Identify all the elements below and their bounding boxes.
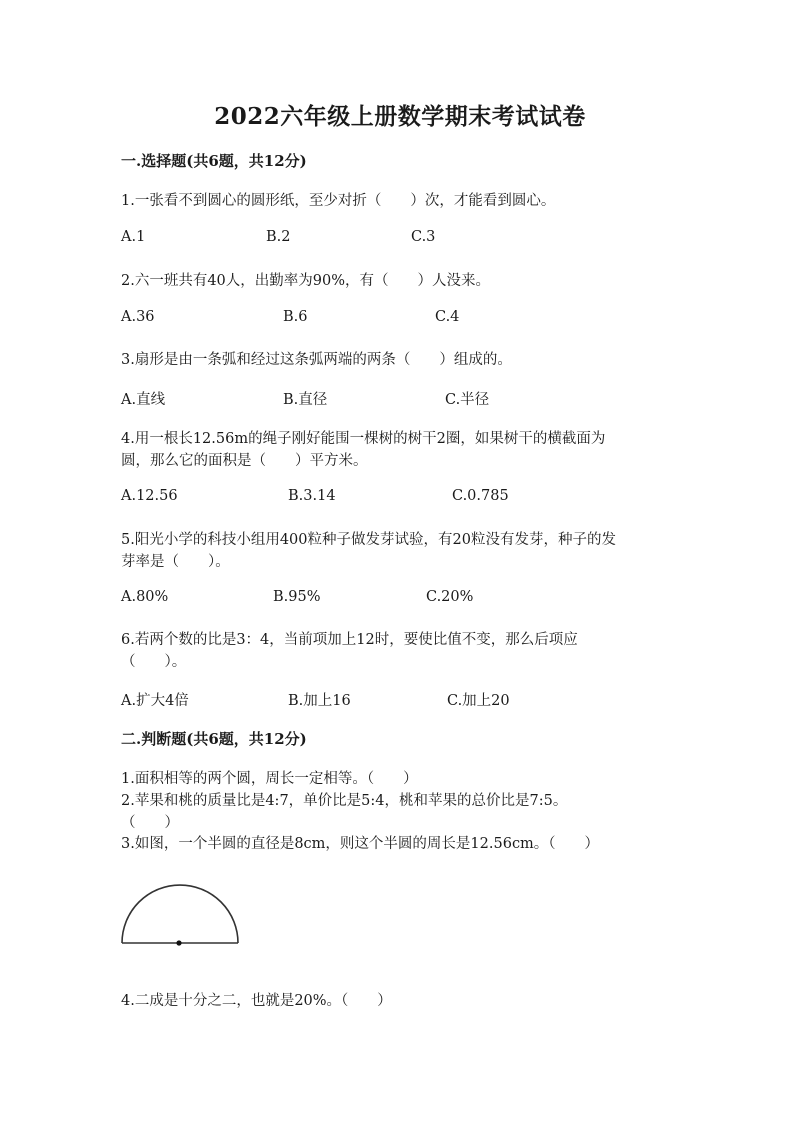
- question-3-option-c: C.半径: [445, 392, 490, 408]
- question-2-text: 2.六一班共有40人，出勤率为90%，有（ ）人没来。: [121, 273, 491, 289]
- question-2-option-c: C.4: [435, 309, 460, 325]
- semicircle-center-dot: [176, 940, 181, 945]
- question-4-text-line1: 4.用一根长12.56m的绳子刚好能围一棵树的树干2圈，如果树干的横截面为: [121, 431, 606, 447]
- page-title: 2022六年级上册数学期末考试试卷: [214, 103, 586, 130]
- question-5-option-a: A.80%: [121, 589, 169, 605]
- question-6-option-c: C.加上20: [447, 693, 510, 709]
- judge-question-2-line1: 2.苹果和桃的质量比是4:7，单价比是5:4，桃和苹果的总价比是7:5。: [121, 793, 568, 809]
- question-6-text-line2: （ ）。: [121, 654, 187, 670]
- question-4-option-b: B.3.14: [288, 488, 336, 504]
- question-5-text-line2: 芽率是（ ）。: [121, 554, 230, 570]
- judge-question-3: 3.如图，一个半圆的直径是8cm，则这个半圆的周长是12.56cm。（ ）: [121, 836, 600, 852]
- section-heading-true-false: 二.判断题(共6题，共12分): [121, 730, 307, 748]
- question-1-option-b: B.2: [266, 229, 291, 245]
- judge-question-2-line2: （ ）: [121, 815, 179, 831]
- judge-question-4: 4.二成是十分之二，也就是20%。（ ）: [121, 993, 392, 1009]
- question-3-option-b: B.直径: [283, 392, 328, 408]
- question-4-text-line2: 圆，那么它的面积是（ ）平方米。: [121, 453, 368, 469]
- section-heading-multiple-choice: 一.选择题(共6题，共12分): [121, 152, 307, 170]
- question-5-text-line1: 5.阳光小学的科技小组用400粒种子做发芽试验，有20粒没有发芽，种子的发: [121, 532, 616, 548]
- question-4-option-c: C.0.785: [452, 488, 509, 504]
- question-1-option-a: A.1: [121, 229, 146, 245]
- question-6-text-line1: 6.若两个数的比是3：4，当前项加上12时，要使比值不变，那么后项应: [121, 632, 578, 648]
- question-3-text: 3.扇形是由一条弧和经过这条弧两端的两条（ ）组成的。: [121, 352, 512, 368]
- question-1-text: 1.一张看不到圆心的圆形纸，至少对折（ ）次，才能看到圆心。: [121, 193, 556, 209]
- question-6-option-a: A.扩大4倍: [121, 693, 189, 709]
- judge-question-1: 1.面积相等的两个圆，周长一定相等。（ ）: [121, 771, 418, 787]
- question-2-option-b: B.6: [283, 309, 308, 325]
- question-3-option-a: A.直线: [121, 392, 166, 408]
- question-2-option-a: A.36: [121, 309, 155, 325]
- question-1-option-c: C.3: [411, 229, 436, 245]
- question-5-option-c: C.20%: [426, 589, 474, 605]
- question-6-option-b: B.加上16: [288, 693, 351, 709]
- semicircle-arc: [122, 885, 238, 943]
- semicircle-figure: [118, 880, 242, 952]
- question-4-option-a: A.12.56: [121, 488, 178, 504]
- question-5-option-b: B.95%: [273, 589, 321, 605]
